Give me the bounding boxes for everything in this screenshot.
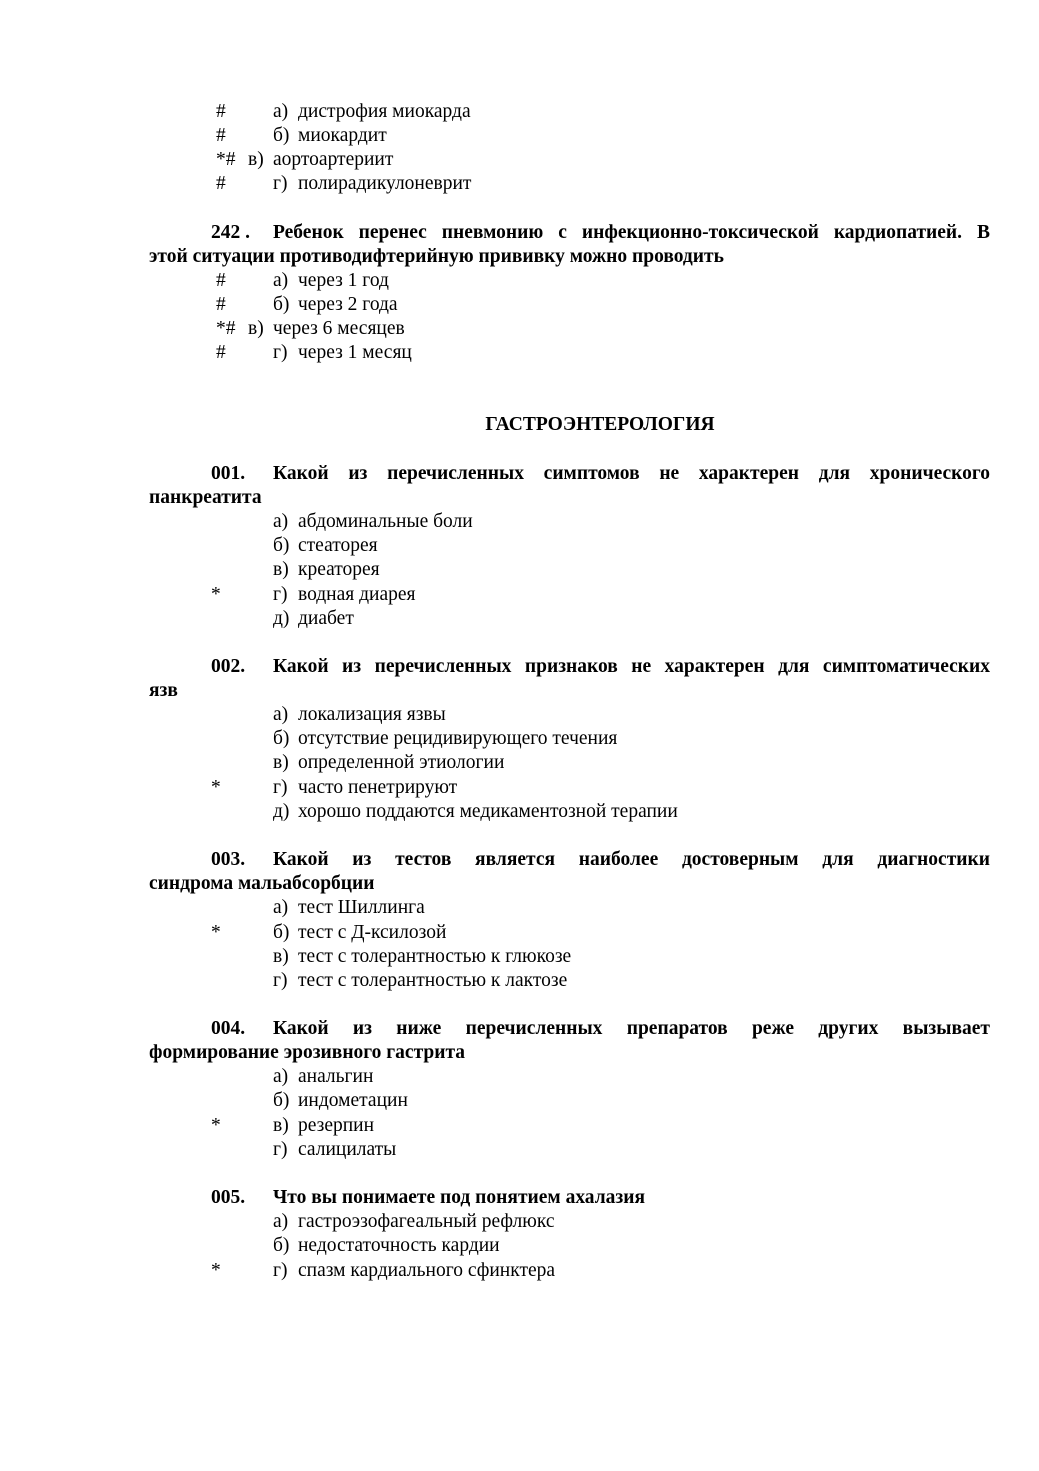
question-number: 003. [211,849,246,870]
correct-answer-mark: * [211,777,221,798]
option-text: через 2 года [298,294,398,315]
question-number: 242 . [211,222,250,243]
question-text-line2: язв [149,680,178,701]
option-text: анальгин [298,1066,374,1087]
question-text-line1: Какой из тестов является наиболее достоверным для диагностики [273,849,990,870]
option-text: резерпин [298,1115,375,1136]
correct-answer-mark: * [211,1115,221,1136]
option-letter: а) [273,1211,289,1232]
option-letter: а) [273,704,289,725]
option-text: дистрофия миокарда [298,101,471,122]
question-text-line1: Что вы понимаете под понятием ахалазия [273,1187,646,1208]
option-text: водная диарея [298,584,416,605]
option-letter: в) [248,318,264,339]
correct-answer-mark: * [211,922,221,943]
option-text: абдоминальные боли [298,511,473,532]
option-letter: в) [273,1115,289,1136]
option-text: аортоартериит [273,149,394,170]
option-text: хорошо поддаются медикаментозной терапии [298,801,678,822]
option-text: недостаточность кардии [298,1235,500,1256]
option-letter: г) [273,173,288,194]
option-letter: б) [273,125,290,146]
option-text: определенной этиологии [298,752,505,773]
question-text-line1: Ребенок перенес пневмонию с инфекционно-токсической кардиопатией. В [273,222,990,243]
option-mark: # [216,173,226,194]
option-letter: г) [273,970,288,991]
option-text: полирадикулоневрит [298,173,472,194]
option-text: отсутствие рецидивирующего течения [298,728,618,749]
option-text: часто пенетрируют [298,777,458,798]
option-letter: г) [273,584,288,605]
option-letter: г) [273,1260,288,1281]
option-text: через 1 год [298,270,389,291]
option-letter: г) [273,1139,288,1160]
option-letter: в) [273,946,289,967]
question-text-line1: Какой из перечисленных признаков не характерен для симптоматических [273,656,990,677]
option-letter: б) [273,728,290,749]
option-letter: б) [273,294,290,315]
option-mark: *# [216,149,236,170]
question-text-line1: Какой из ниже перечисленных препаратов реже других вызывает [273,1018,990,1039]
option-letter: а) [273,897,289,918]
option-letter: б) [273,1235,290,1256]
option-letter: б) [273,922,290,943]
option-letter: д) [273,801,290,822]
option-mark: # [216,342,226,363]
question-number: 005. [211,1187,246,1208]
option-letter: а) [273,101,289,122]
question-text-line2: этой ситуации противодифтерийную прививку можно проводить [149,246,724,267]
option-letter: а) [273,270,289,291]
option-letter: д) [273,608,290,629]
option-mark: # [216,294,226,315]
option-text: салицилаты [298,1139,397,1160]
option-letter: в) [248,149,264,170]
option-text: тест с толерантностью к лактозе [298,970,568,991]
option-letter: г) [273,342,288,363]
option-text: стеаторея [298,535,378,556]
option-text: диабет [298,608,354,629]
option-mark: # [216,270,226,291]
option-letter: в) [273,559,289,580]
option-letter: б) [273,535,290,556]
question-text-line2: панкреатита [149,487,262,508]
question-text-line2: синдрома мальабсорбции [149,873,375,894]
correct-answer-mark: * [211,584,221,605]
option-text: локализация язвы [298,704,446,725]
option-letter: б) [273,1090,290,1111]
option-text: миокардит [298,125,387,146]
correct-answer-mark: * [211,1260,221,1281]
option-letter: а) [273,1066,289,1087]
option-text: тест с толерантностью к глюкозе [298,946,572,967]
question-number: 001. [211,463,246,484]
option-text: индометацин [298,1090,408,1111]
option-text: через 1 месяц [298,342,412,363]
section-title: ГАСТРОЭНТЕРОЛОГИЯ [485,414,715,435]
option-letter: в) [273,752,289,773]
option-mark: # [216,101,226,122]
option-text: креаторея [298,559,380,580]
option-text: тест Шиллинга [298,897,425,918]
question-text-line1: Какой из перечисленных симптомов не характерен для хронического [273,463,990,484]
option-text: через 6 месяцев [273,318,405,339]
question-number: 002. [211,656,246,677]
option-mark: # [216,125,226,146]
question-text-line2: формирование эрозивного гастрита [149,1042,466,1063]
option-text: тест с Д-ксилозой [298,922,447,943]
option-text: гастроэзофагеальный рефлюкс [298,1211,555,1232]
option-letter: а) [273,511,289,532]
option-text: спазм кардиального сфинктера [298,1260,556,1281]
option-mark: *# [216,318,236,339]
question-number: 004. [211,1018,246,1039]
option-letter: г) [273,777,288,798]
